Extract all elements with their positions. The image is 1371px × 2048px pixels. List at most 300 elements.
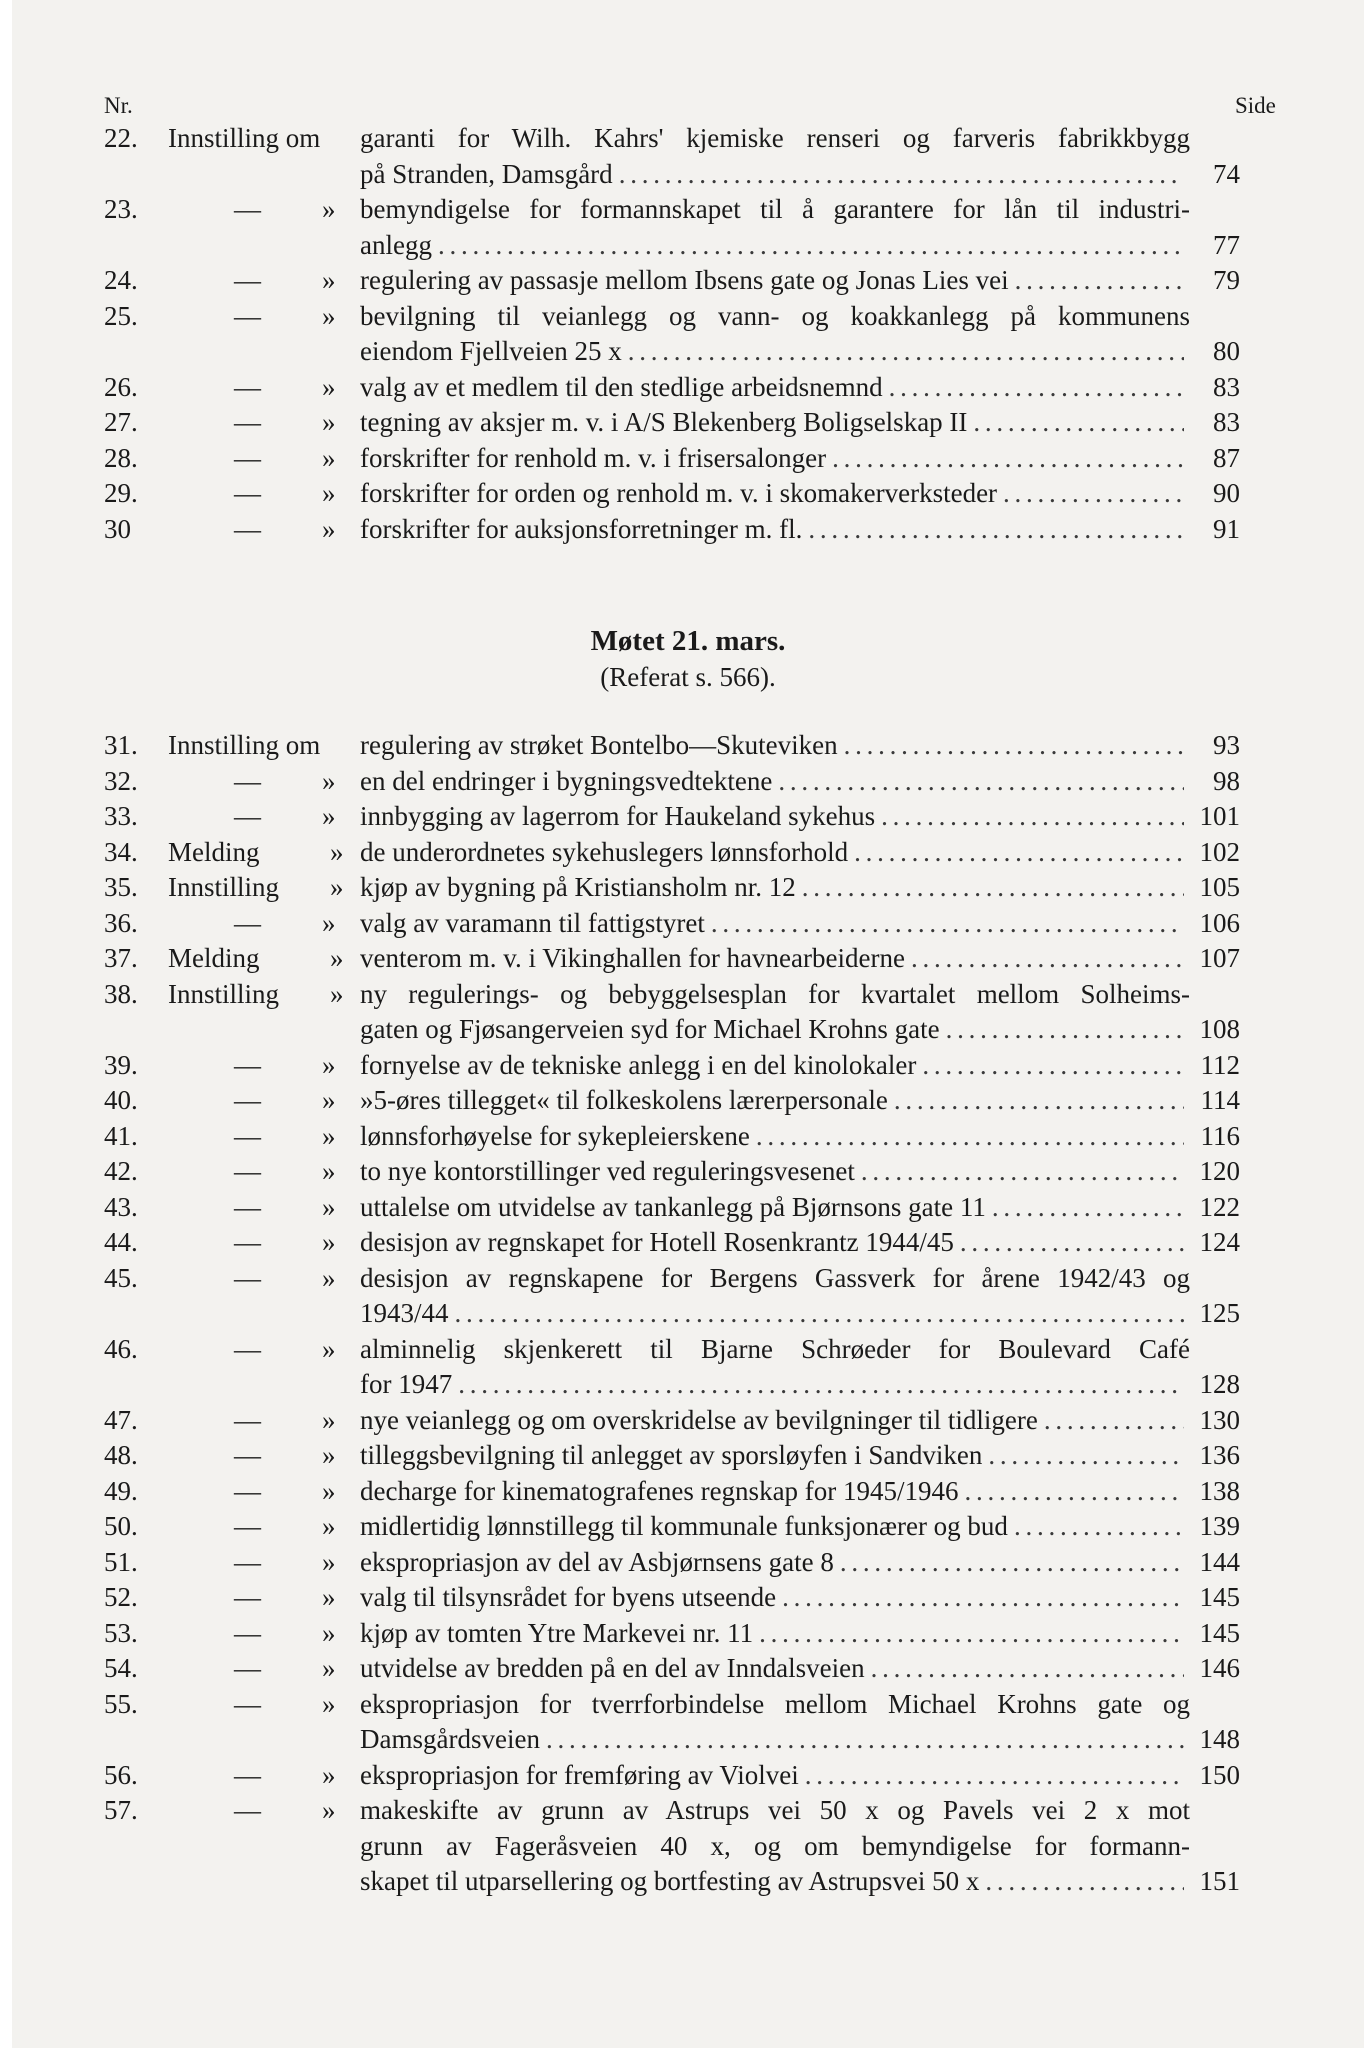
entry-number: 30 bbox=[104, 513, 131, 544]
entry-number: 48. bbox=[104, 1440, 138, 1470]
entry-text-line: på Stranden, Damsgård bbox=[360, 158, 613, 189]
entry-kind: Innstilling bbox=[168, 978, 280, 1009]
entry-body bbox=[360, 1616, 1240, 1652]
toc-entry bbox=[12, 728, 1364, 764]
entry-number: 35. bbox=[104, 872, 138, 902]
ditto-dash: — bbox=[234, 1120, 261, 1151]
dot-leader bbox=[628, 334, 1184, 370]
dot-leader bbox=[861, 1154, 1184, 1190]
toc-entry bbox=[12, 1509, 1364, 1545]
dot-leader bbox=[965, 1474, 1184, 1510]
entry-text-line: ekspropriasjon for tverrforbindelse mellom Michael Krohns gate og bbox=[360, 1688, 1190, 1719]
page-number: 150 bbox=[1199, 1759, 1240, 1790]
page-number: 128 bbox=[1199, 1369, 1240, 1399]
entry-text-line: grunn av Fageråsveien 40 x, og om bemyndigelse for formann- bbox=[360, 1830, 1190, 1861]
entry-number: 38. bbox=[104, 978, 138, 1009]
entry-number: 31. bbox=[104, 730, 138, 760]
ditto-mark: » bbox=[322, 907, 336, 938]
toc-entry bbox=[12, 1332, 1364, 1403]
ditto-dash: — bbox=[234, 1191, 261, 1222]
toc-entry bbox=[12, 1580, 1364, 1616]
entry-body bbox=[360, 870, 1240, 906]
page-number: 90 bbox=[1213, 478, 1240, 508]
toc-entry bbox=[12, 1048, 1364, 1084]
toc-entry bbox=[12, 1154, 1364, 1190]
ditto-mark: » bbox=[322, 442, 336, 473]
entry-text-line: nye veianlegg og om overskridelse av bevilgninger til tidligere bbox=[360, 1404, 1038, 1435]
entry-text-line: innbygging av lagerrom for Haukeland sykehus bbox=[360, 801, 876, 831]
entry-text-line: valg til tilsynsrådet for byens utseende bbox=[360, 1582, 777, 1612]
dot-leader bbox=[922, 1048, 1184, 1084]
meeting-title: Møtet 21. mars. bbox=[590, 625, 786, 657]
toc-entry bbox=[12, 870, 1364, 906]
toc-section-2 bbox=[12, 728, 1364, 1900]
entry-number: 29. bbox=[104, 478, 138, 508]
ditto-dash: — bbox=[234, 765, 261, 796]
ditto-mark: » bbox=[330, 836, 344, 867]
page-number: 93 bbox=[1213, 730, 1240, 760]
entry-body bbox=[360, 263, 1240, 299]
toc-entry bbox=[12, 1190, 1364, 1226]
entry-text-line: for 1947 bbox=[360, 1369, 453, 1399]
entry-body bbox=[360, 1048, 1240, 1084]
entry-number: 39. bbox=[104, 1049, 138, 1080]
entry-number: 54. bbox=[104, 1653, 138, 1683]
ditto-mark: » bbox=[322, 1795, 336, 1825]
entry-text-line: kjøp av bygning på Kristiansholm nr. 12 bbox=[360, 872, 796, 902]
entry-text-line: de underordnetes sykehuslegers lønnsforhold bbox=[360, 836, 849, 867]
entry-text-line: 1943/44 bbox=[360, 1298, 449, 1328]
entry-text-line: midlertidig lønnstillegg til kommunale funksjonærer og bud bbox=[360, 1511, 1008, 1541]
entry-text-line: forskrifter for auksjonsforretninger m. fl. bbox=[360, 513, 803, 544]
dot-leader bbox=[759, 1616, 1184, 1652]
ditto-mark: » bbox=[322, 478, 336, 508]
ditto-mark: » bbox=[322, 513, 336, 544]
page-number: 83 bbox=[1213, 407, 1240, 437]
entry-number: 25. bbox=[104, 300, 138, 331]
entry-text-line: en del endringer i bygningsvedtektene bbox=[360, 765, 773, 796]
page-number: 74 bbox=[1213, 158, 1240, 189]
toc-entry bbox=[12, 299, 1364, 370]
toc-entry bbox=[12, 764, 1364, 800]
ditto-mark: » bbox=[322, 1511, 336, 1541]
dot-leader bbox=[992, 1190, 1184, 1226]
entry-body bbox=[360, 1332, 1240, 1403]
entry-number: 57. bbox=[104, 1795, 138, 1825]
entry-number: 34. bbox=[104, 836, 138, 867]
ditto-dash: — bbox=[234, 1049, 261, 1080]
page-number: 102 bbox=[1199, 836, 1240, 867]
entry-body bbox=[360, 1083, 1240, 1119]
entry-kind: Innstilling om bbox=[168, 123, 321, 153]
toc-entry bbox=[12, 835, 1364, 871]
entry-body bbox=[360, 1509, 1240, 1545]
entry-body bbox=[360, 1225, 1240, 1261]
ditto-mark: » bbox=[322, 1262, 336, 1293]
entry-text-line: fornyelse av de tekniske anlegg i en del kinolokaler bbox=[360, 1049, 917, 1080]
page-number: 108 bbox=[1199, 1014, 1240, 1044]
toc-entry bbox=[12, 476, 1364, 512]
toc-entry bbox=[12, 1403, 1364, 1439]
toc-entry bbox=[12, 441, 1364, 477]
ditto-mark: » bbox=[322, 300, 336, 331]
page-number: 130 bbox=[1199, 1404, 1240, 1435]
dot-leader bbox=[711, 906, 1184, 942]
dot-leader bbox=[455, 1296, 1184, 1332]
page-number: 125 bbox=[1199, 1298, 1240, 1328]
entry-number: 45. bbox=[104, 1262, 138, 1293]
ditto-dash: — bbox=[234, 1759, 261, 1790]
ditto-dash: — bbox=[234, 371, 261, 402]
entry-body bbox=[360, 1119, 1240, 1155]
entry-text-line: to nye kontorstillinger ved reguleringsvesenet bbox=[360, 1156, 855, 1186]
ditto-mark: » bbox=[322, 1049, 336, 1080]
toc-entry bbox=[12, 405, 1364, 441]
dot-leader bbox=[438, 228, 1184, 264]
page-number: 139 bbox=[1199, 1511, 1240, 1541]
ditto-dash: — bbox=[234, 1085, 261, 1115]
dot-leader bbox=[546, 1722, 1184, 1758]
entry-text-line: utvidelse av bredden på en del av Inndalsveien bbox=[360, 1653, 865, 1683]
entry-body bbox=[360, 121, 1240, 192]
meeting-heading bbox=[12, 624, 1364, 695]
entry-number: 22. bbox=[104, 123, 138, 153]
entry-text-line: desisjon av regnskapet for Hotell Rosenkrantz 1944/45 bbox=[360, 1227, 954, 1257]
entry-text-line: forskrifter for renhold m. v. i frisersalonger bbox=[360, 442, 827, 473]
entry-text-line: anlegg bbox=[360, 229, 432, 260]
entry-body bbox=[360, 764, 1240, 800]
entry-text-line: lønnsforhøyelse for sykepleierskene bbox=[360, 1120, 750, 1151]
entry-body bbox=[360, 405, 1240, 441]
entry-body bbox=[360, 1403, 1240, 1439]
entry-number: 51. bbox=[104, 1546, 138, 1577]
ditto-dash: — bbox=[234, 1440, 261, 1470]
dot-leader bbox=[844, 728, 1184, 764]
ditto-mark: » bbox=[322, 1440, 336, 1470]
entry-number: 47. bbox=[104, 1404, 138, 1435]
ditto-dash: — bbox=[234, 1582, 261, 1612]
entry-body bbox=[360, 906, 1240, 942]
toc-entry bbox=[12, 799, 1364, 835]
page-number: 101 bbox=[1199, 801, 1240, 831]
ditto-dash: — bbox=[234, 1688, 261, 1719]
entry-number: 33. bbox=[104, 801, 138, 831]
entry-body bbox=[360, 370, 1240, 406]
dot-leader bbox=[840, 1545, 1184, 1581]
entry-body bbox=[360, 192, 1240, 263]
entry-text-line: makeskifte av grunn av Astrups vei 50 x og Pavels vei 2 x mot bbox=[360, 1795, 1190, 1825]
ditto-dash: — bbox=[234, 265, 261, 295]
dot-leader bbox=[1015, 263, 1184, 299]
entry-text-line: forskrifter for orden og renhold m. v. i skomakerverksteder bbox=[360, 478, 998, 508]
entry-body bbox=[360, 299, 1240, 370]
page-number: 80 bbox=[1213, 336, 1240, 366]
toc-section-1 bbox=[12, 121, 1364, 547]
toc-entry bbox=[12, 1083, 1364, 1119]
page-number: 138 bbox=[1199, 1475, 1240, 1506]
entry-number: 32. bbox=[104, 765, 138, 796]
page-number: 136 bbox=[1199, 1440, 1240, 1470]
toc-entry bbox=[12, 977, 1364, 1048]
page-number: 145 bbox=[1199, 1582, 1240, 1612]
toc-entry bbox=[12, 941, 1364, 977]
entry-body bbox=[360, 1580, 1240, 1616]
entry-text-line: Damsgårdsveien bbox=[360, 1724, 540, 1754]
ditto-dash: — bbox=[234, 1333, 261, 1364]
entry-body bbox=[360, 1758, 1240, 1794]
toc-entry bbox=[12, 192, 1364, 263]
ditto-dash: — bbox=[234, 1617, 261, 1648]
entry-body bbox=[360, 1474, 1240, 1510]
entry-body bbox=[360, 1154, 1240, 1190]
entry-number: 37. bbox=[104, 943, 138, 973]
dot-leader bbox=[881, 799, 1184, 835]
ditto-dash: — bbox=[234, 513, 261, 544]
ditto-mark: » bbox=[322, 765, 336, 796]
entry-body bbox=[360, 1438, 1240, 1474]
entry-text-line: alminnelig skjenkerett til Bjarne Schrøeder for Boulevard Café bbox=[360, 1333, 1190, 1364]
page-number: 114 bbox=[1200, 1085, 1240, 1115]
entry-text-line: ny regulerings- og bebyggelsesplan for kvartalet mellom Solheims- bbox=[360, 978, 1190, 1009]
ditto-mark: » bbox=[322, 1546, 336, 1577]
entry-kind: Melding bbox=[168, 836, 260, 867]
toc-entry bbox=[12, 512, 1364, 548]
ditto-dash: — bbox=[234, 1262, 261, 1293]
entry-number: 24. bbox=[104, 265, 138, 295]
dot-leader bbox=[889, 370, 1184, 406]
ditto-dash: — bbox=[234, 407, 261, 437]
ditto-mark: » bbox=[322, 1688, 336, 1719]
entry-number: 43. bbox=[104, 1191, 138, 1222]
page-number: 116 bbox=[1200, 1120, 1240, 1151]
entry-number: 46. bbox=[104, 1333, 138, 1364]
column-header-side: Side bbox=[1235, 93, 1276, 118]
entry-body bbox=[360, 1190, 1240, 1226]
column-header-nr: Nr. bbox=[104, 93, 133, 118]
page-number: 146 bbox=[1199, 1653, 1240, 1683]
ditto-dash: — bbox=[234, 442, 261, 473]
ditto-dash: — bbox=[234, 1795, 261, 1825]
ditto-mark: » bbox=[322, 1759, 336, 1790]
ditto-dash: — bbox=[234, 1404, 261, 1435]
ditto-mark: » bbox=[322, 194, 336, 224]
entry-body bbox=[360, 1545, 1240, 1581]
toc-entry bbox=[12, 1616, 1364, 1652]
entry-number: 23. bbox=[104, 194, 138, 224]
page-number: 105 bbox=[1199, 872, 1240, 902]
entry-number: 56. bbox=[104, 1759, 138, 1790]
ditto-dash: — bbox=[234, 1511, 261, 1541]
toc-entry bbox=[12, 1225, 1364, 1261]
toc-entry bbox=[12, 370, 1364, 406]
entry-body bbox=[360, 799, 1240, 835]
toc-entry bbox=[12, 1474, 1364, 1510]
toc-entry bbox=[12, 1687, 1364, 1758]
entry-number: 28. bbox=[104, 442, 138, 473]
ditto-mark: » bbox=[322, 801, 336, 831]
entry-text-line: ekspropriasjon av del av Asbjørnsens gate 8 bbox=[360, 1546, 834, 1577]
page-number: 87 bbox=[1213, 442, 1240, 473]
ditto-mark: » bbox=[322, 1120, 336, 1151]
dot-leader bbox=[894, 1083, 1184, 1119]
entry-number: 44. bbox=[104, 1227, 138, 1257]
entry-number: 42. bbox=[104, 1156, 138, 1186]
ditto-mark: » bbox=[322, 265, 336, 295]
dot-leader bbox=[832, 441, 1184, 477]
entry-text-line: uttalelse om utvidelse av tankanlegg på Bjørnsons gate 11 bbox=[360, 1191, 986, 1222]
dot-leader bbox=[1014, 1509, 1184, 1545]
entry-number: 40. bbox=[104, 1085, 138, 1115]
toc-entry bbox=[12, 1793, 1364, 1900]
entry-number: 49. bbox=[104, 1475, 138, 1506]
dot-leader bbox=[802, 870, 1184, 906]
page-number: 83 bbox=[1213, 371, 1240, 402]
entry-kind: Melding bbox=[168, 943, 260, 973]
toc-entry bbox=[12, 121, 1364, 192]
entry-body bbox=[360, 1261, 1240, 1332]
entry-body bbox=[360, 1793, 1240, 1900]
entry-text-line: eiendom Fjellveien 25 x bbox=[360, 336, 622, 366]
toc-entry bbox=[12, 1758, 1364, 1794]
toc-entry bbox=[12, 906, 1364, 942]
entry-body bbox=[360, 835, 1240, 871]
toc-entry bbox=[12, 1438, 1364, 1474]
page-number: 77 bbox=[1213, 229, 1240, 260]
dot-leader bbox=[854, 835, 1184, 871]
dot-leader bbox=[458, 1367, 1184, 1403]
ditto-dash: — bbox=[234, 907, 261, 938]
dot-leader bbox=[756, 1119, 1184, 1155]
entry-text-line: skapet til utparsellering og bortfesting av Astrupsvei 50 x bbox=[360, 1866, 980, 1896]
ditto-dash: — bbox=[234, 1653, 261, 1683]
dot-leader bbox=[1044, 1403, 1184, 1439]
ditto-dash: — bbox=[234, 801, 261, 831]
ditto-dash: — bbox=[234, 1156, 261, 1186]
page-number: 144 bbox=[1199, 1546, 1240, 1577]
page-number: 120 bbox=[1199, 1156, 1240, 1186]
entry-body bbox=[360, 512, 1240, 548]
page-number: 124 bbox=[1199, 1227, 1240, 1257]
entry-text-line: valg av et medlem til den stedlige arbeidsnemnd bbox=[360, 371, 883, 402]
entry-text-line: regulering av passasje mellom Ibsens gate og Jonas Lies vei bbox=[360, 265, 1009, 295]
entry-kind: Innstilling bbox=[168, 872, 280, 902]
entry-text-line: kjøp av tomten Ytre Markevei nr. 11 bbox=[360, 1617, 754, 1648]
page-number: 91 bbox=[1213, 513, 1240, 544]
ditto-dash: — bbox=[234, 1475, 261, 1506]
dot-leader bbox=[988, 1438, 1184, 1474]
entry-number: 41. bbox=[104, 1120, 138, 1151]
ditto-mark: » bbox=[322, 371, 336, 402]
ditto-mark: » bbox=[322, 1404, 336, 1435]
entry-text-line: gaten og Fjøsangerveien syd for Michael Krohns gate bbox=[360, 1014, 940, 1044]
entry-number: 52. bbox=[104, 1582, 138, 1612]
entry-body bbox=[360, 977, 1240, 1048]
dot-leader bbox=[871, 1651, 1184, 1687]
toc-entry bbox=[12, 1545, 1364, 1581]
ditto-mark: » bbox=[322, 1156, 336, 1186]
ditto-mark: » bbox=[322, 1333, 336, 1364]
entry-text-line: valg av varamann til fattigstyret bbox=[360, 907, 705, 938]
dot-leader bbox=[805, 1758, 1184, 1794]
dot-leader bbox=[782, 1580, 1184, 1616]
ditto-dash: — bbox=[234, 1227, 261, 1257]
page-number: 122 bbox=[1199, 1191, 1240, 1222]
dot-leader bbox=[985, 1864, 1184, 1900]
page-number: 107 bbox=[1199, 943, 1240, 973]
entry-kind: Innstilling om bbox=[168, 730, 321, 760]
entry-text-line: venterom m. v. i Vikinghallen for havnearbeiderne bbox=[360, 943, 905, 973]
entry-number: 27. bbox=[104, 407, 138, 437]
page-number: 79 bbox=[1213, 265, 1240, 295]
toc-entry bbox=[12, 263, 1364, 299]
ditto-mark: » bbox=[322, 1191, 336, 1222]
entry-number: 53. bbox=[104, 1617, 138, 1648]
ditto-dash: — bbox=[234, 194, 261, 224]
ditto-mark: » bbox=[322, 1085, 336, 1115]
ditto-mark: » bbox=[322, 1617, 336, 1648]
entry-text-line: garanti for Wilh. Kahrs' kjemiske renseri og farveris fabrikkbygg bbox=[360, 123, 1190, 153]
document-page bbox=[12, 0, 1364, 2048]
ditto-dash: — bbox=[234, 300, 261, 331]
page-number: 148 bbox=[1199, 1724, 1240, 1754]
entry-body bbox=[360, 476, 1240, 512]
entry-text-line: bemyndigelse for formannskapet til å garantere for lån til industri- bbox=[360, 194, 1190, 224]
toc-entry bbox=[12, 1651, 1364, 1687]
page-number: 106 bbox=[1199, 907, 1240, 938]
entry-text-line: ekspropriasjon for fremføring av Violvei bbox=[360, 1759, 799, 1790]
dot-leader bbox=[619, 157, 1184, 193]
toc-entry bbox=[12, 1261, 1364, 1332]
entry-body bbox=[360, 1651, 1240, 1687]
entry-number: 55. bbox=[104, 1688, 138, 1719]
page-number: 98 bbox=[1213, 765, 1240, 796]
ditto-mark: » bbox=[322, 407, 336, 437]
dot-leader bbox=[778, 764, 1184, 800]
ditto-mark: » bbox=[322, 1653, 336, 1683]
dot-leader bbox=[946, 1012, 1184, 1048]
dot-leader bbox=[808, 512, 1184, 548]
entry-text-line: desisjon av regnskapene for Bergens Gassverk for årene 1942/43 og bbox=[360, 1262, 1190, 1293]
entry-body bbox=[360, 441, 1240, 477]
toc-entry bbox=[12, 1119, 1364, 1155]
ditto-dash: — bbox=[234, 478, 261, 508]
ditto-dash: — bbox=[234, 1546, 261, 1577]
ditto-mark: » bbox=[330, 872, 344, 902]
entry-number: 26. bbox=[104, 371, 138, 402]
ditto-mark: » bbox=[322, 1582, 336, 1612]
ditto-mark: » bbox=[330, 943, 344, 973]
entry-text-line: decharge for kinematografenes regnskap for 1945/1946 bbox=[360, 1475, 959, 1506]
entry-text-line: »5-øres tillegget« til folkeskolens lærerpersonale bbox=[360, 1085, 888, 1115]
dot-leader bbox=[973, 405, 1184, 441]
entry-text-line: bevilgning til veianlegg og vann- og koakkanlegg på kommunens bbox=[360, 300, 1190, 331]
dot-leader bbox=[1003, 476, 1184, 512]
dot-leader bbox=[911, 941, 1184, 977]
ditto-mark: » bbox=[322, 1475, 336, 1506]
entry-text-line: tilleggsbevilgning til anlegget av sporsløyfen i Sandviken bbox=[360, 1440, 983, 1470]
page-number: 151 bbox=[1199, 1866, 1240, 1896]
dot-leader bbox=[960, 1225, 1184, 1261]
entry-text-line: tegning av aksjer m. v. i A/S Blekenberg Boligselskap II bbox=[360, 407, 968, 437]
entry-body bbox=[360, 941, 1240, 977]
entry-number: 50. bbox=[104, 1511, 138, 1541]
entry-body bbox=[360, 1687, 1240, 1758]
page-number: 112 bbox=[1200, 1049, 1240, 1080]
entry-text-line: regulering av strøket Bontelbo—Skuteviken bbox=[360, 730, 838, 760]
ditto-mark: » bbox=[322, 1227, 336, 1257]
ditto-mark: » bbox=[330, 978, 344, 1009]
page-number: 145 bbox=[1199, 1617, 1240, 1648]
